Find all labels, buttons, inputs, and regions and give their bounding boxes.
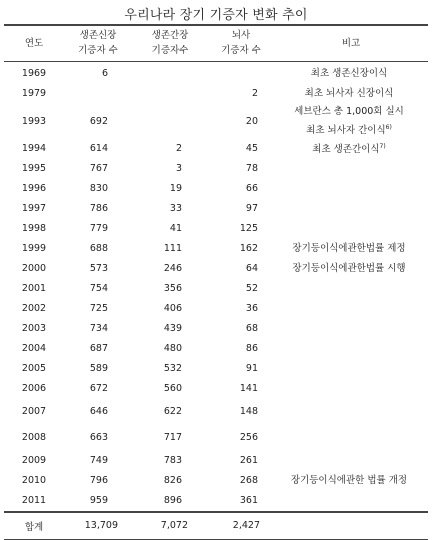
cell-note — [274, 491, 428, 512]
cell-year: 2009 — [21, 455, 47, 467]
header-year: 연도 — [4, 25, 64, 61]
cell-year: 2008 — [21, 432, 47, 444]
cell-brain-dead: 256 — [239, 432, 258, 444]
cell-living-liver: 480 — [163, 343, 182, 355]
header-brain-dead: 뇌사 기증자 수 — [208, 25, 274, 61]
cell-note — [274, 471, 428, 491]
totals-living-kidney: 13,709 — [64, 512, 132, 540]
table-row — [4, 259, 428, 279]
cell-year: 2010 — [21, 475, 47, 487]
cell-living-kidney: 725 — [89, 303, 108, 315]
cell-year: 2005 — [21, 363, 47, 375]
cell-living-liver: 41 — [169, 223, 182, 235]
cell-living-kidney: 796 — [89, 475, 108, 487]
cell-living-kidney: 779 — [89, 223, 108, 235]
cell-living-kidney: 589 — [89, 363, 108, 375]
table-row — [4, 104, 428, 139]
cell-note — [274, 399, 428, 425]
cell-note — [274, 299, 428, 319]
table-row — [4, 471, 428, 491]
cell-living-kidney: 749 — [89, 455, 108, 467]
cell-note — [274, 104, 428, 139]
cell-note — [274, 379, 428, 399]
cell-brain-dead: 261 — [239, 455, 258, 467]
cell-year: 2007 — [21, 406, 47, 418]
cell-year: 1996 — [21, 183, 47, 195]
table-row — [4, 491, 428, 512]
cell-note — [274, 219, 428, 239]
note-line: 장기등이식에관한법률 제정 — [292, 242, 406, 254]
table-row — [4, 399, 428, 425]
cell-living-kidney: 767 — [89, 163, 108, 175]
cell-note — [274, 61, 428, 84]
cell-living-kidney: 646 — [89, 406, 108, 418]
cell-brain-dead: 45 — [245, 143, 258, 155]
cell-note — [274, 319, 428, 339]
cell-living-kidney: 734 — [89, 323, 108, 335]
table-row — [4, 219, 428, 239]
page-title: 우리나라 장기 기증자 변화 추이 — [124, 8, 308, 23]
table-row — [4, 319, 428, 339]
cell-brain-dead: 36 — [245, 303, 258, 315]
cell-brain-dead: 66 — [245, 183, 258, 195]
cell-year: 1979 — [21, 88, 47, 99]
cell-brain-dead: 141 — [239, 383, 258, 395]
cell-living-liver: 356 — [163, 283, 182, 295]
cell-note — [274, 84, 428, 104]
note-line: 최초 생존간이식 — [312, 144, 380, 156]
cell-living-kidney: 786 — [89, 203, 108, 215]
cell-living-liver: 532 — [163, 363, 182, 375]
cell-year: 2011 — [21, 495, 47, 507]
cell-brain-dead: 361 — [239, 495, 258, 507]
note-line: 장기등이식에관한법률 시행 — [292, 262, 406, 274]
cell-living-kidney: 830 — [89, 183, 108, 195]
cell-year: 1997 — [21, 203, 47, 215]
cell-living-liver: 33 — [169, 203, 182, 215]
table-row — [4, 359, 428, 379]
footnote-marker: 6) — [385, 123, 392, 131]
cell-brain-dead: 68 — [245, 323, 258, 335]
header-living-liver: 생존간장 기증자수 — [132, 25, 208, 61]
cell-note — [274, 279, 428, 299]
cell-living-kidney: 688 — [89, 243, 108, 255]
cell-year: 1999 — [21, 243, 47, 255]
cell-living-liver — [132, 84, 208, 104]
cell-year: 2000 — [21, 263, 47, 275]
cell-year: 2006 — [21, 383, 47, 395]
table-header — [4, 25, 428, 61]
cell-living-liver: 896 — [163, 495, 182, 507]
cell-brain-dead: 125 — [239, 223, 258, 235]
cell-year: 2004 — [21, 343, 47, 355]
cell-brain-dead: 78 — [245, 163, 258, 175]
cell-living-liver: 717 — [163, 432, 182, 444]
cell-living-liver: 111 — [163, 243, 182, 255]
table-row — [4, 139, 428, 159]
totals-label: 합계 — [4, 512, 64, 540]
cell-brain-dead: 162 — [239, 243, 258, 255]
cell-living-liver — [132, 61, 208, 84]
cell-year: 1969 — [21, 68, 47, 79]
cell-living-kidney: 692 — [89, 115, 108, 127]
cell-living-kidney: 614 — [89, 143, 108, 155]
cell-brain-dead: 64 — [245, 263, 258, 275]
cell-year: 1993 — [21, 115, 47, 127]
table-row — [4, 425, 428, 451]
totals-brain-dead: 2,427 — [208, 512, 274, 540]
cell-note — [274, 259, 428, 279]
cell-note — [274, 339, 428, 359]
donor-table — [4, 24, 428, 540]
cell-brain-dead: 97 — [245, 203, 258, 215]
cell-living-kidney: 663 — [89, 432, 108, 444]
cell-note — [274, 179, 428, 199]
cell-note — [274, 451, 428, 471]
cell-living-kidney: 754 — [89, 283, 108, 295]
cell-year: 1998 — [21, 223, 47, 235]
cell-note — [274, 199, 428, 219]
cell-year: 2003 — [21, 323, 47, 335]
cell-living-liver: 2 — [175, 143, 182, 155]
cell-note — [274, 159, 428, 179]
table-row — [4, 179, 428, 199]
cell-living-liver: 3 — [175, 163, 182, 175]
header-living-kidney: 생존신장 기증자 수 — [64, 25, 132, 61]
cell-brain-dead: 20 — [245, 115, 258, 127]
totals-living-liver: 7,072 — [132, 512, 208, 540]
table-row — [4, 239, 428, 259]
table-row — [4, 451, 428, 471]
cell-living-kidney: 6 — [101, 68, 108, 79]
cell-note — [274, 425, 428, 451]
totals-note — [274, 512, 428, 540]
cell-brain-dead: 91 — [245, 363, 258, 375]
cell-living-kidney: 672 — [89, 383, 108, 395]
note-line: 최초 생존신장이식 — [310, 67, 388, 79]
table-row — [4, 299, 428, 319]
table-row — [4, 159, 428, 179]
cell-living-kidney: 959 — [89, 495, 108, 507]
cell-living-liver: 826 — [163, 475, 182, 487]
cell-brain-dead: 86 — [245, 343, 258, 355]
note-line: 최초 뇌사자 간이식 — [306, 124, 386, 136]
cell-year: 1994 — [21, 143, 47, 155]
table-body — [4, 61, 428, 512]
table-row — [4, 84, 428, 104]
cell-living-liver: 560 — [163, 383, 182, 395]
cell-living-kidney: 687 — [89, 343, 108, 355]
note-line: 세브란스 총 1,000회 실시 — [294, 105, 404, 117]
cell-living-liver: 439 — [163, 323, 182, 335]
table-row — [4, 61, 428, 84]
cell-living-liver — [132, 104, 208, 139]
cell-year: 2001 — [21, 283, 47, 295]
cell-note — [274, 139, 428, 159]
table-row — [4, 339, 428, 359]
cell-brain-dead — [208, 61, 274, 84]
table-row — [4, 199, 428, 219]
cell-year: 1995 — [21, 163, 47, 175]
table-row — [4, 279, 428, 299]
cell-brain-dead: 268 — [239, 475, 258, 487]
table-row — [4, 379, 428, 399]
cell-note — [274, 359, 428, 379]
cell-living-liver: 406 — [163, 303, 182, 315]
cell-living-liver: 19 — [169, 183, 182, 195]
cell-living-kidney: 573 — [89, 263, 108, 275]
note-line: 장기등이식에관한 법률 개정 — [290, 474, 408, 486]
note-line: 최초 뇌사자 신장이식 — [304, 87, 394, 99]
cell-brain-dead: 148 — [239, 406, 258, 418]
footnote-marker: 7) — [379, 143, 386, 151]
cell-brain-dead: 52 — [245, 283, 258, 295]
table-totals — [4, 512, 428, 540]
header-note: 비고 — [274, 25, 428, 61]
cell-note — [274, 239, 428, 259]
cell-living-liver: 246 — [163, 263, 182, 275]
cell-year: 2002 — [21, 303, 47, 315]
cell-living-liver: 783 — [163, 455, 182, 467]
cell-living-liver: 622 — [163, 406, 182, 418]
cell-living-kidney — [64, 84, 132, 104]
cell-brain-dead: 2 — [251, 88, 258, 99]
